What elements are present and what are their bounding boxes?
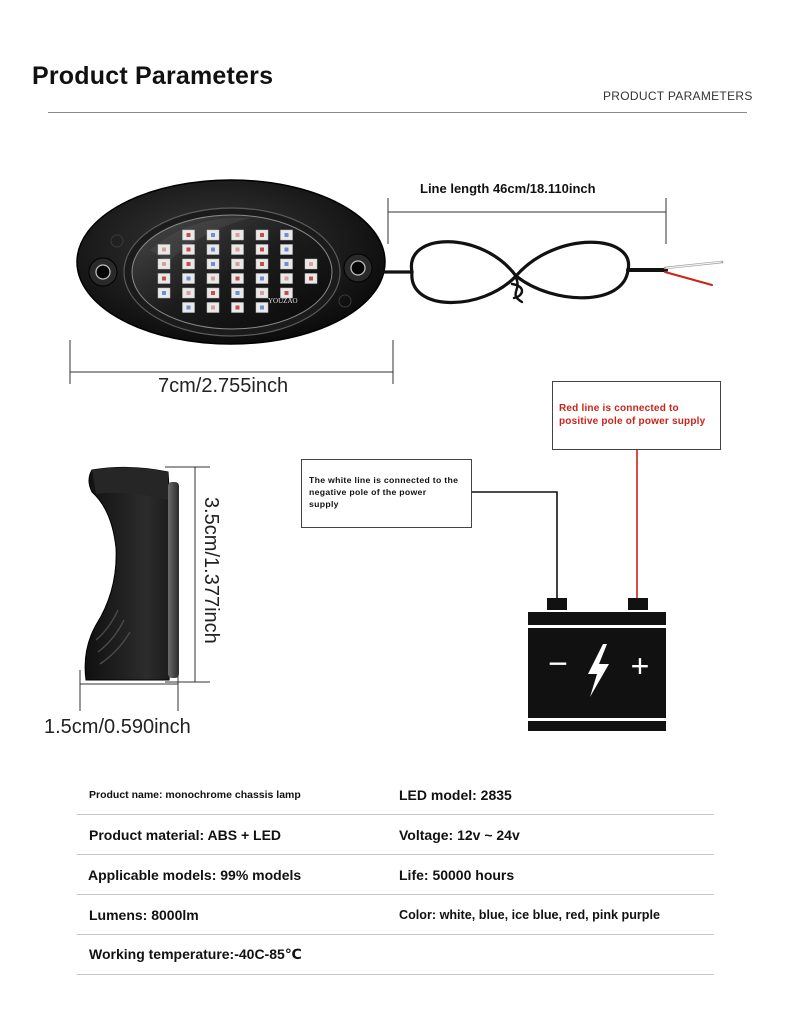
led-chip	[183, 288, 195, 298]
led-chip	[256, 303, 268, 313]
table-row	[77, 775, 714, 815]
led-chip	[281, 230, 293, 240]
width-label: 7cm/2.755inch	[158, 375, 289, 397]
led-chip	[232, 288, 244, 298]
cable-loop-left	[411, 242, 516, 303]
white-wire-core	[666, 262, 721, 268]
led-chip	[207, 230, 219, 240]
positive-wire-note	[552, 381, 721, 450]
line-length-label: Line length 46cm/18.110inch	[420, 181, 596, 196]
led-chip	[207, 245, 219, 255]
negative-note-line: negative pole of the power	[309, 487, 427, 497]
led-chip	[158, 274, 170, 284]
side-lens-strip	[168, 482, 179, 678]
led-chip	[232, 230, 244, 240]
spec-applicable-models: Applicable models: 99% models	[88, 866, 302, 883]
negative-terminal	[547, 598, 567, 610]
led-chip	[281, 259, 293, 269]
led-chip	[256, 259, 268, 269]
page-title: Product Parameters	[32, 62, 274, 90]
spec-led-model: LED model: 2835	[399, 786, 512, 803]
led-chip	[305, 259, 317, 269]
led-chip	[232, 274, 244, 284]
cable-loop-right	[516, 242, 629, 298]
led-chip	[232, 303, 244, 313]
positive-terminal	[628, 598, 648, 610]
led-chip	[305, 274, 317, 284]
positive-note-line: Red line is connected to	[559, 403, 679, 414]
plus-sign: +	[630, 648, 650, 684]
right-mount-hole	[344, 254, 372, 282]
led-chip	[207, 303, 219, 313]
led-chip	[158, 288, 170, 298]
spec-color: Color: white, blue, ice blue, red, pink purple	[399, 907, 661, 922]
height-label: 3.5cm/1.377inch	[200, 497, 222, 644]
led-chip	[256, 245, 268, 255]
spec-working-temperature: Working temperature:-40C-85℃	[89, 946, 302, 962]
led-chip	[183, 303, 195, 313]
positive-note-line: positive pole of power supply	[559, 416, 706, 427]
led-chip	[207, 288, 219, 298]
spec-life: Life: 50000 hours	[399, 866, 515, 883]
lamp-side-view	[85, 467, 179, 680]
led-chip	[158, 245, 170, 255]
led-chip	[256, 230, 268, 240]
led-chip	[281, 274, 293, 284]
lamp-top-view	[77, 180, 385, 344]
spec-material: Product material: ABS + LED	[89, 826, 282, 843]
led-chip	[183, 274, 195, 284]
table-row	[77, 935, 714, 975]
page-subtitle: PRODUCT PARAMETERS	[603, 89, 753, 103]
led-chip	[256, 288, 268, 298]
battery-bottom-bar	[528, 721, 666, 731]
led-chip	[183, 259, 195, 269]
negative-wire-line	[472, 492, 557, 598]
left-mount-hole	[89, 258, 117, 286]
minus-sign: −	[548, 645, 568, 683]
led-chip	[183, 230, 195, 240]
brand-logo-text: YOUZAO	[268, 297, 298, 305]
battery-icon	[528, 598, 666, 731]
spec-lumens: Lumens: 8000lm	[89, 906, 199, 923]
red-wire-end	[665, 272, 712, 285]
depth-label: 1.5cm/0.590inch	[44, 716, 191, 738]
led-chip	[207, 274, 219, 284]
led-chip	[207, 259, 219, 269]
table-row	[77, 815, 714, 855]
line-length-dimension	[388, 198, 666, 244]
table-row	[77, 855, 714, 895]
led-chip	[256, 274, 268, 284]
led-chip	[281, 245, 293, 255]
negative-wire-note	[301, 459, 472, 528]
spec-voltage: Voltage: 12v ~ 24v	[399, 826, 520, 843]
battery-top-bar	[528, 612, 666, 625]
table-row	[77, 895, 714, 935]
cable-knot	[512, 278, 522, 302]
led-chip	[232, 245, 244, 255]
spec-product-name: Product name: monochrome chassis lamp	[89, 788, 301, 801]
negative-note-line: The white line is connected to the	[309, 475, 459, 485]
led-chip	[183, 245, 195, 255]
specs-table	[77, 775, 714, 975]
power-cable	[384, 242, 722, 303]
side-profile	[85, 467, 173, 680]
led-chip	[158, 259, 170, 269]
negative-note-line: supply	[309, 499, 339, 509]
led-chip	[232, 259, 244, 269]
